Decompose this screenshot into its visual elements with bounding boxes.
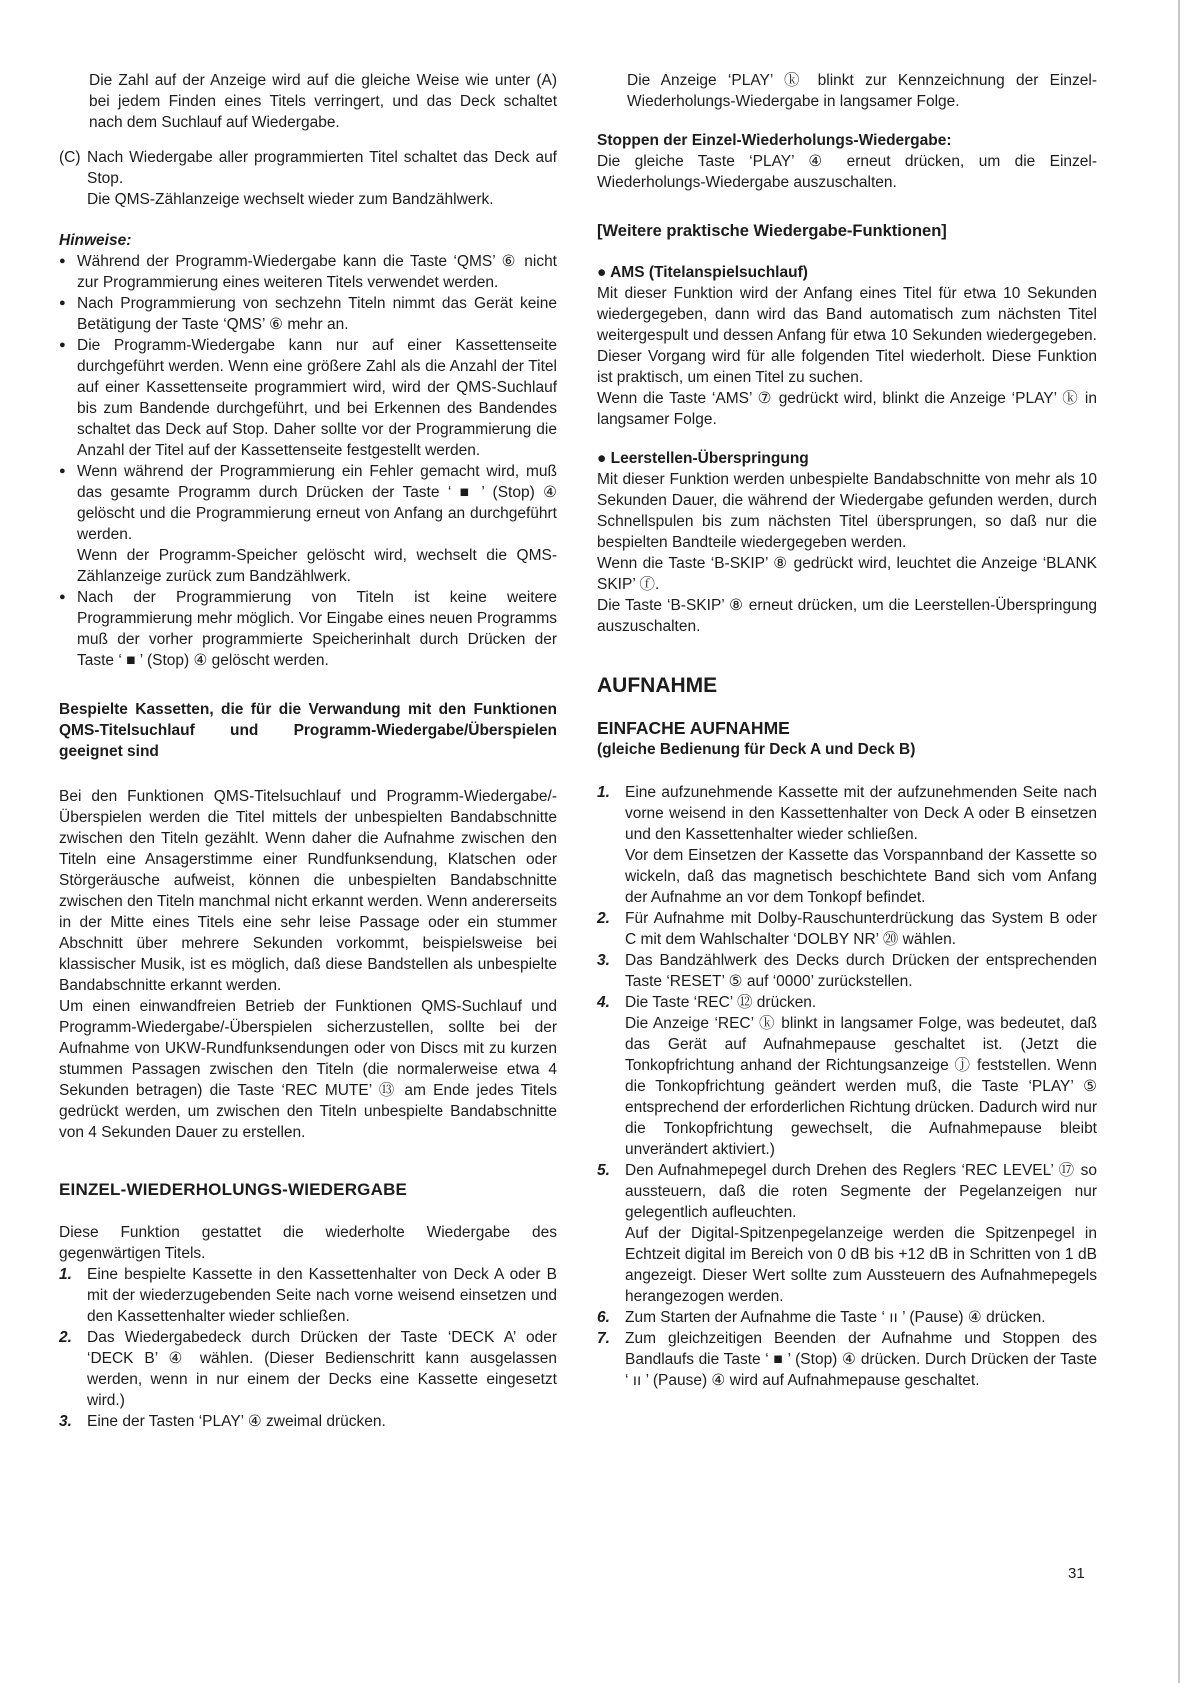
hinweise-title: Hinweise: <box>59 232 132 249</box>
aufnahme-step: 4. Die Taste ‘REC’ ⑫ drücken. Die Anzeige ‘REC’ ⓚ blinkt in langsamer Folge, was bedeutet, daß das Gerät auf Aufnahmepause geschaltet ist. (Jetzt die Tonkopfrichtung anhand der Richtungsanzeige ⓙ feststellen. Wenn die Tonkopfrichtung geändert werden muß, die Taste ‘PLAY’ ⑤ entsprechend der erforderlichen Richtung drücken. Dadurch wird nur die Tonkopfrichtung gewechselt, die Aufnahmepause bleibt unverändert aktiviert.) <box>597 994 1097 1158</box>
leer-paragraph-2: Wenn die Taste ‘B-SKIP’ ⑧ gedrückt wird, leuchtet die Anzeige ‘BLANK SKIP’ ⓕ. <box>597 555 1097 593</box>
aufnahme-step: 3. Das Bandzählwerk des Decks durch Drücken der entsprechenden Taste ‘RESET’ ⑤ auf ‘0000’ zurückstellen. <box>597 952 1097 990</box>
bespielte-paragraph-2: Um einen einwandfreien Betrieb der Funktionen QMS-Suchlauf und Programm-Wiedergabe/-Überspielen sicherzustellen, sollte bei der Aufnahme von UKW-Rundfunksendungen oder von Discs mit zu kurzen stummen Passagen zwischen den Titeln (die normalerweise etwa 4 Sekunden betragen) die Taste ‘REC MUTE’ ⑬ am Ende jedes Titels gedrückt werden, um zwischen den Titeln unbespielte Bandabschnitte von 4 Sekunden Dauer zu erstellen. <box>59 998 557 1141</box>
ams-heading: ● AMS (Titelanspielsuchlauf) <box>597 264 808 281</box>
hinweise-list <box>59 251 557 671</box>
page-edge-rule <box>1178 0 1180 1683</box>
einfache-subheading: (gleiche Bedienung für Deck A und Deck B) <box>597 741 916 758</box>
aufnahme-step: 1. Eine aufzunehmende Kassette mit der aufzunehmenden Seite nach vorne weisend in den Kassettenhalter von Deck A oder B einsetzen und den Kassettenhalter wieder schließen. Vor dem Einsetzen der Kassette das Vorspannband der Kassette so wickeln, daß das magnetisch beschichtete Band sich vom Anfang der Aufnahme an vor dem Tonkopf befindet. <box>597 784 1097 906</box>
step-c-text: Nach Wiedergabe aller programmierten Titel schaltet das Deck auf Stop. <box>87 149 557 187</box>
hinweis-item: ● Die Programm-Wiedergabe kann nur auf einer Kassettenseite durchgeführt werden. Wenn eine größere Zahl als die Anzahl der Titel auf einer Kassettenseite programmiert wird, wird der QMS-Suchlauf bis zum Bandende durchgeführt, und bei Erkennen des Bandendes schaltet das Deck auf Stop. Daher sollte vor der Programmierung die Anzahl der Titel auf der Kassettenseite festgestellt werden. <box>59 335 557 461</box>
stop-heading: Stoppen der Einzel-Wiederholungs-Wiedergabe: <box>597 132 952 149</box>
stop-text: Die gleiche Taste ‘PLAY’ ④ erneut drücken, um die Einzel-Wiederholungs-Wiedergabe auszuschalten. <box>597 153 1097 191</box>
step-c-label: (C) <box>59 149 81 166</box>
aufnahme-step: 6. Zum Starten der Aufnahme die Taste ‘ ıı ’ (Pause) ④ drücken. <box>597 1309 1046 1326</box>
aufnahme-step: 7. Zum gleichzeitigen Beenden der Aufnahme und Stoppen des Bandlaufs die Taste ‘ ■ ’ (Stop) ④ drücken. Durch Drücken der Taste ‘ ıı ’ (Pause) ④ wird auf Aufnahmepause geschaltet. <box>597 1330 1097 1389</box>
aufnahme-steps <box>597 782 1097 1391</box>
einfache-heading: EINFACHE AUFNAHME <box>597 718 790 738</box>
einzel-step: 1. Eine bespielte Kassette in den Kassettenhalter von Deck A oder B mit der wiederzugebenden Seite nach vorne weisend einsetzen und den Kassettenhalter wieder schließen. <box>59 1266 557 1325</box>
page-number: 31 <box>1068 1565 1085 1582</box>
hinweis-item: ● Während der Programm-Wiedergabe kann die Taste ‘QMS’ ⑥ nicht zur Programmierung eines weiteren Titels verwendet werden. <box>59 251 557 293</box>
aufnahme-step: 5. Den Aufnahmepegel durch Drehen des Reglers ‘REC LEVEL’ ⑰ so aussteuern, daß die roten Segmente der Pegelanzeigen nur gelegentlich aufleuchten. Auf der Digital-Spitzenpegelanzeige werden die Spitzenpegel in Echtzeit digital im Bereich von 0 dB bis +12 dB in Schritten von 1 dB angezeigt. Dieser Wert sollte zum Aussteuern des Aufnahmepegels herangezogen werden. <box>597 1162 1097 1305</box>
play-blink-paragraph: Die Anzeige ‘PLAY’ ⓚ blinkt zur Kennzeichnung der Einzel-Wiederholungs-Wiedergabe in langsamer Folge. <box>627 72 1097 110</box>
einzel-step: 2. Das Wiedergabedeck durch Drücken der Taste ‘DECK A’ oder ‘DECK B’ ④ wählen. (Dieser Bedienschritt kann ausgelassen werden, wenn in nur einem der Decks eine Kassette eingesetzt wird.) <box>59 1329 557 1409</box>
einzel-steps <box>59 1264 557 1432</box>
qms-count-paragraph: Die Zahl auf der Anzeige wird auf die gleiche Weise wie unter (A) bei jedem Finden eines Titels verringert, und das Deck schaltet nach dem Suchlauf auf Wiedergabe. <box>89 72 557 131</box>
step-c <box>59 147 557 210</box>
aufnahme-heading: AUFNAHME <box>597 674 718 697</box>
bespielte-paragraph-1: Bei den Funktionen QMS-Titelsuchlauf und Programm-Wiedergabe/-Überspielen werden die Titel mittels der unbespielten Bandabschnitte zwischen den Titeln gezählt. Wenn daher die Aufnahme zwischen den Titeln eine Ansagerstimme einer Rundfunksendung, Klatschen oder Störgeräusche aufweist, können die unbespielten Bandabschnitte zwischen den Titeln manchmal nicht erkannt werden. Wenn andererseits in der Mitte eines Titels eine sehr leise Passage oder ein stummer Abschnitt über mehrere Sekunden vorkommt, beispielsweise bei klassischer Musik, ist es möglich, daß diese Bandstellen als unbespielte Bandabschnitte erkannt werden. <box>59 788 557 994</box>
leer-heading-text: Leerstellen-Überspringung <box>610 450 809 467</box>
ams-paragraph-2: Wenn die Taste ‘AMS’ ⑦ gedrückt wird, blinkt die Anzeige ‘PLAY’ ⓚ in langsamer Folge. <box>597 390 1097 428</box>
einzel-step: 3. Eine der Tasten ‘PLAY’ ④ zweimal drücken. <box>59 1413 386 1430</box>
ams-paragraph-1: Mit dieser Funktion wird der Anfang eines Titel für etwa 10 Sekunden wiedergegeben, dann wird das Band automatisch zum nächsten Titel weitergespult und dessen Anfang für etwa 10 Sekunden wiedergegeben. Dieser Vorgang wird für alle folgenden Titel wiederholt. Diese Funktion ist praktisch, um einen Titel zu suchen. <box>597 285 1097 386</box>
leer-heading: ● Leerstellen-Überspringung <box>597 450 809 467</box>
einzel-heading: EINZEL-WIEDERHOLUNGS-WIEDERGABE <box>59 1180 408 1199</box>
left-column <box>59 70 557 1432</box>
bespielte-heading: Bespielte Kassetten, die für die Verwandung mit den Funktionen QMS-Titelsuchlauf und Programm-Wiedergabe/Überspielen geeignet sind <box>59 701 557 760</box>
step-c-text2: Die QMS-Zählanzeige wechselt wieder zum Bandzählwerk. <box>87 191 494 208</box>
hinweis-item: ● Nach der Programmierung von Titeln ist keine weitere Programmierung mehr möglich. Vor Eingabe eines neuen Programms muß der vorher programmierte Speicherinhalt durch Drücken der Taste ‘ ■ ’ (Stop) ④ gelöscht werden. <box>59 587 557 671</box>
ams-heading-text: AMS (Titelanspielsuchlauf) <box>610 264 808 281</box>
weitere-heading: [Weitere praktische Wiedergabe-Funktionen] <box>597 222 947 240</box>
leer-paragraph-3: Die Taste ‘B-SKIP’ ⑧ erneut drücken, um die Leerstellen-Überspringung auszuschalten. <box>597 597 1097 635</box>
hinweis-item: ● Nach Programmierung von sechzehn Titeln nimmt das Gerät keine Betätigung der Taste ‘QMS’ ⑥ mehr an. <box>59 293 557 335</box>
leer-paragraph-1: Mit dieser Funktion werden unbespielte Bandabschnitte von mehr als 10 Sekunden Dauer, die während der Wiedergabe gefunden werden, durch Schnellspulen bis zum nächsten Titel übersprungen, so daß nur die bespielten Bandteile wiedergegeben werden. <box>597 471 1097 551</box>
right-column <box>597 70 1097 1391</box>
hinweis-item: ● Wenn während der Programmierung ein Fehler gemacht wird, muß das gesamte Programm durch Drücken der Taste ‘ ■ ’ (Stop) ④ gelöscht und die Programmierung erneut von Anfang an durchgeführt werden. Wenn der Programm-Speicher gelöscht wird, wechselt die QMS-Zählanzeige zurück zum Bandzählwerk. <box>59 461 557 587</box>
einzel-intro: Diese Funktion gestattet die wiederholte Wiedergabe des gegenwärtigen Titels. <box>59 1224 557 1262</box>
aufnahme-step: 2. Für Aufnahme mit Dolby-Rauschunterdrückung das System B oder C mit dem Wahlschalter ‘DOLBY NR’ ⑳ wählen. <box>597 910 1097 948</box>
